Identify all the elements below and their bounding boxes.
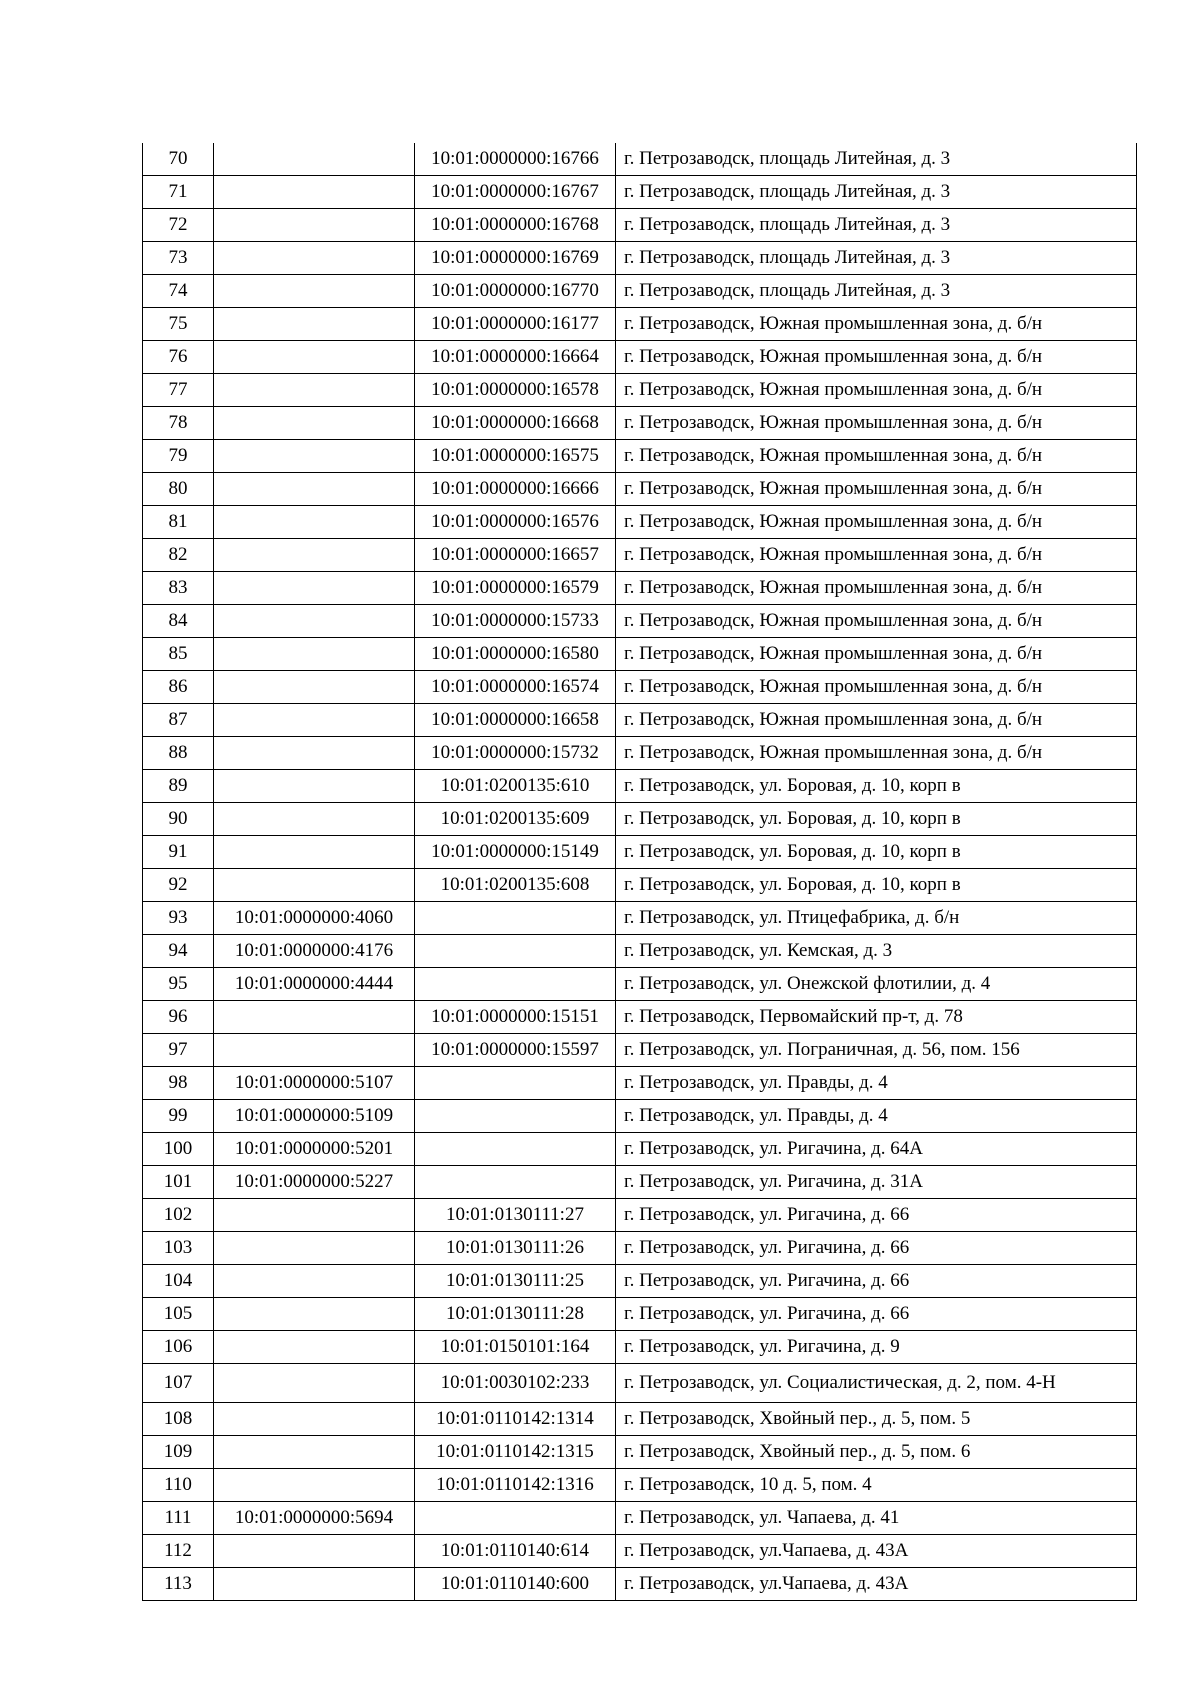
object-cadastral-number-cell: 10:01:0000000:16574	[415, 671, 616, 704]
land-cadastral-number-cell	[214, 1403, 415, 1436]
address-cell: г. Петрозаводск, ул. Ригачина, д. 66	[616, 1298, 1137, 1331]
object-cadastral-number-cell	[415, 902, 616, 935]
object-cadastral-number-cell: 10:01:0110140:614	[415, 1535, 616, 1568]
table-row	[143, 1265, 1137, 1298]
object-cadastral-number-cell: 10:01:0000000:16768	[415, 209, 616, 242]
table-row	[143, 1364, 1137, 1403]
table-row	[143, 1469, 1137, 1502]
table-row	[143, 704, 1137, 737]
land-cadastral-number-cell: 10:01:0000000:4176	[214, 935, 415, 968]
land-cadastral-number-cell	[214, 704, 415, 737]
land-cadastral-number-cell	[214, 1298, 415, 1331]
object-cadastral-number-cell: 10:01:0130111:28	[415, 1298, 616, 1331]
object-cadastral-number-cell: 10:01:0000000:16658	[415, 704, 616, 737]
address-cell: г. Петрозаводск, ул. Боровая, д. 10, корп в	[616, 770, 1137, 803]
address-cell: г. Петрозаводск, ул. Ригачина, д. 66	[616, 1232, 1137, 1265]
address-cell: г. Петрозаводск, Южная промышленная зона, д. б/н	[616, 473, 1137, 506]
row-number-cell: 71	[143, 176, 214, 209]
table-row	[143, 935, 1137, 968]
object-cadastral-number-cell: 10:01:0150101:164	[415, 1331, 616, 1364]
row-number-cell: 77	[143, 374, 214, 407]
land-cadastral-number-cell	[214, 341, 415, 374]
object-cadastral-number-cell: 10:01:0000000:16578	[415, 374, 616, 407]
land-cadastral-number-cell	[214, 143, 415, 176]
row-number-cell: 100	[143, 1133, 214, 1166]
object-cadastral-number-cell: 10:01:0200135:610	[415, 770, 616, 803]
table-row	[143, 1133, 1137, 1166]
land-cadastral-number-cell	[214, 539, 415, 572]
object-cadastral-number-cell: 10:01:0000000:15733	[415, 605, 616, 638]
row-number-cell: 90	[143, 803, 214, 836]
address-cell: г. Петрозаводск, ул. Боровая, д. 10, корп в	[616, 869, 1137, 902]
land-cadastral-number-cell	[214, 1199, 415, 1232]
object-cadastral-number-cell: 10:01:0130111:25	[415, 1265, 616, 1298]
row-number-cell: 102	[143, 1199, 214, 1232]
table-row	[143, 770, 1137, 803]
land-cadastral-number-cell	[214, 671, 415, 704]
table-row	[143, 1535, 1137, 1568]
land-cadastral-number-cell	[214, 506, 415, 539]
address-cell: г. Петрозаводск, ул. Чапаева, д. 41	[616, 1502, 1137, 1535]
address-cell: г. Петрозаводск, ул. Боровая, д. 10, корп в	[616, 803, 1137, 836]
land-cadastral-number-cell	[214, 605, 415, 638]
row-number-cell: 107	[143, 1364, 214, 1403]
object-cadastral-number-cell: 10:01:0000000:15597	[415, 1034, 616, 1067]
land-cadastral-number-cell: 10:01:0000000:5694	[214, 1502, 415, 1535]
address-cell: г. Петрозаводск, Южная промышленная зона, д. б/н	[616, 671, 1137, 704]
object-cadastral-number-cell: 10:01:0000000:16575	[415, 440, 616, 473]
row-number-cell: 110	[143, 1469, 214, 1502]
address-cell: г. Петрозаводск, ул. Птицефабрика, д. б/н	[616, 902, 1137, 935]
address-cell: г. Петрозаводск, Южная промышленная зона, д. б/н	[616, 506, 1137, 539]
object-cadastral-number-cell: 10:01:0200135:608	[415, 869, 616, 902]
object-cadastral-number-cell: 10:01:0000000:16580	[415, 638, 616, 671]
row-number-cell: 85	[143, 638, 214, 671]
row-number-cell: 112	[143, 1535, 214, 1568]
address-cell: г. Петрозаводск, площадь Литейная, д. 3	[616, 143, 1137, 176]
table-row	[143, 176, 1137, 209]
row-number-cell: 91	[143, 836, 214, 869]
address-cell: г. Петрозаводск, ул.Чапаева, д. 43А	[616, 1535, 1137, 1568]
address-cell: г. Петрозаводск, площадь Литейная, д. 3	[616, 176, 1137, 209]
address-cell: г. Петрозаводск, ул. Кемская, д. 3	[616, 935, 1137, 968]
object-cadastral-number-cell: 10:01:0130111:27	[415, 1199, 616, 1232]
table-row	[143, 539, 1137, 572]
row-number-cell: 96	[143, 1001, 214, 1034]
table-row	[143, 1034, 1137, 1067]
land-cadastral-number-cell	[214, 440, 415, 473]
row-number-cell: 99	[143, 1100, 214, 1133]
row-number-cell: 98	[143, 1067, 214, 1100]
table-row	[143, 1403, 1137, 1436]
table-row	[143, 1502, 1137, 1535]
row-number-cell: 113	[143, 1568, 214, 1601]
land-cadastral-number-cell	[214, 275, 415, 308]
table-row	[143, 473, 1137, 506]
land-cadastral-number-cell	[214, 1568, 415, 1601]
land-cadastral-number-cell	[214, 1364, 415, 1403]
table-row	[143, 968, 1137, 1001]
object-cadastral-number-cell: 10:01:0000000:16668	[415, 407, 616, 440]
object-cadastral-number-cell: 10:01:0000000:16767	[415, 176, 616, 209]
land-cadastral-number-cell	[214, 308, 415, 341]
object-cadastral-number-cell	[415, 1502, 616, 1535]
row-number-cell: 105	[143, 1298, 214, 1331]
address-cell: г. Петрозаводск, Южная промышленная зона, д. б/н	[616, 407, 1137, 440]
object-cadastral-number-cell: 10:01:0000000:15149	[415, 836, 616, 869]
object-cadastral-number-cell	[415, 1166, 616, 1199]
address-cell: г. Петрозаводск, Хвойный пер., д. 5, пом. 5	[616, 1403, 1137, 1436]
address-cell: г. Петрозаводск, Южная промышленная зона, д. б/н	[616, 341, 1137, 374]
address-cell: г. Петрозаводск, ул. Ригачина, д. 64А	[616, 1133, 1137, 1166]
row-number-cell: 93	[143, 902, 214, 935]
table-row	[143, 407, 1137, 440]
object-cadastral-number-cell: 10:01:0000000:16579	[415, 572, 616, 605]
table-row	[143, 1067, 1137, 1100]
row-number-cell: 103	[143, 1232, 214, 1265]
row-number-cell: 89	[143, 770, 214, 803]
row-number-cell: 108	[143, 1403, 214, 1436]
table-row	[143, 242, 1137, 275]
land-cadastral-number-cell	[214, 1535, 415, 1568]
address-cell: г. Петрозаводск, ул. Правды, д. 4	[616, 1100, 1137, 1133]
object-cadastral-number-cell: 10:01:0110142:1315	[415, 1436, 616, 1469]
table-row	[143, 1436, 1137, 1469]
address-cell: г. Петрозаводск, ул. Боровая, д. 10, корп в	[616, 836, 1137, 869]
land-cadastral-number-cell	[214, 572, 415, 605]
row-number-cell: 81	[143, 506, 214, 539]
land-cadastral-number-cell	[214, 1265, 415, 1298]
land-cadastral-number-cell	[214, 770, 415, 803]
row-number-cell: 86	[143, 671, 214, 704]
table-row	[143, 572, 1137, 605]
address-cell: г. Петрозаводск, ул.Чапаева, д. 43А	[616, 1568, 1137, 1601]
registry-table-body	[143, 143, 1137, 1601]
table-row	[143, 836, 1137, 869]
row-number-cell: 104	[143, 1265, 214, 1298]
table-row	[143, 737, 1137, 770]
address-cell: г. Петрозаводск, ул. Ригачина, д. 9	[616, 1331, 1137, 1364]
property-registry-table	[142, 143, 1137, 1601]
table-row	[143, 308, 1137, 341]
land-cadastral-number-cell: 10:01:0000000:4060	[214, 902, 415, 935]
row-number-cell: 75	[143, 308, 214, 341]
table-row	[143, 440, 1137, 473]
row-number-cell: 109	[143, 1436, 214, 1469]
object-cadastral-number-cell	[415, 968, 616, 1001]
land-cadastral-number-cell: 10:01:0000000:5201	[214, 1133, 415, 1166]
address-cell: г. Петрозаводск, площадь Литейная, д. 3	[616, 242, 1137, 275]
land-cadastral-number-cell: 10:01:0000000:4444	[214, 968, 415, 1001]
object-cadastral-number-cell: 10:01:0000000:16769	[415, 242, 616, 275]
table-row	[143, 1199, 1137, 1232]
address-cell: г. Петрозаводск, Южная промышленная зона, д. б/н	[616, 440, 1137, 473]
object-cadastral-number-cell: 10:01:0110142:1316	[415, 1469, 616, 1502]
table-row	[143, 638, 1137, 671]
table-row	[143, 902, 1137, 935]
row-number-cell: 83	[143, 572, 214, 605]
row-number-cell: 72	[143, 209, 214, 242]
row-number-cell: 92	[143, 869, 214, 902]
object-cadastral-number-cell	[415, 1133, 616, 1166]
address-cell: г. Петрозаводск, Южная промышленная зона, д. б/н	[616, 308, 1137, 341]
address-cell: г. Петрозаводск, 10 д. 5, пом. 4	[616, 1469, 1137, 1502]
land-cadastral-number-cell	[214, 737, 415, 770]
object-cadastral-number-cell: 10:01:0200135:609	[415, 803, 616, 836]
address-cell: г. Петрозаводск, Южная промышленная зона, д. б/н	[616, 572, 1137, 605]
land-cadastral-number-cell	[214, 1331, 415, 1364]
row-number-cell: 80	[143, 473, 214, 506]
address-cell: г. Петрозаводск, ул. Пограничная, д. 56, пом. 156	[616, 1034, 1137, 1067]
object-cadastral-number-cell	[415, 1067, 616, 1100]
object-cadastral-number-cell	[415, 1100, 616, 1133]
object-cadastral-number-cell: 10:01:0000000:16664	[415, 341, 616, 374]
table-row	[143, 341, 1137, 374]
row-number-cell: 87	[143, 704, 214, 737]
land-cadastral-number-cell	[214, 374, 415, 407]
table-row	[143, 1298, 1137, 1331]
land-cadastral-number-cell	[214, 803, 415, 836]
table-row	[143, 1568, 1137, 1601]
land-cadastral-number-cell	[214, 836, 415, 869]
land-cadastral-number-cell	[214, 176, 415, 209]
land-cadastral-number-cell	[214, 1001, 415, 1034]
land-cadastral-number-cell	[214, 473, 415, 506]
object-cadastral-number-cell: 10:01:0000000:15732	[415, 737, 616, 770]
land-cadastral-number-cell	[214, 1232, 415, 1265]
land-cadastral-number-cell	[214, 242, 415, 275]
table-row	[143, 803, 1137, 836]
land-cadastral-number-cell	[214, 869, 415, 902]
object-cadastral-number-cell: 10:01:0110140:600	[415, 1568, 616, 1601]
land-cadastral-number-cell: 10:01:0000000:5227	[214, 1166, 415, 1199]
row-number-cell: 97	[143, 1034, 214, 1067]
table-row	[143, 1166, 1137, 1199]
row-number-cell: 84	[143, 605, 214, 638]
row-number-cell: 70	[143, 143, 214, 176]
address-cell: г. Петрозаводск, Южная промышленная зона, д. б/н	[616, 638, 1137, 671]
address-cell: г. Петрозаводск, Южная промышленная зона, д. б/н	[616, 737, 1137, 770]
table-row	[143, 209, 1137, 242]
row-number-cell: 106	[143, 1331, 214, 1364]
table-row	[143, 1100, 1137, 1133]
address-cell: г. Петрозаводск, ул. Социалистическая, д. 2, пом. 4-Н	[616, 1364, 1137, 1403]
object-cadastral-number-cell: 10:01:0000000:16177	[415, 308, 616, 341]
address-cell: г. Петрозаводск, ул. Ригачина, д. 66	[616, 1265, 1137, 1298]
address-cell: г. Петрозаводск, Южная промышленная зона, д. б/н	[616, 374, 1137, 407]
table-row	[143, 1001, 1137, 1034]
object-cadastral-number-cell: 10:01:0000000:16666	[415, 473, 616, 506]
row-number-cell: 74	[143, 275, 214, 308]
table-row	[143, 143, 1137, 176]
table-row	[143, 374, 1137, 407]
address-cell: г. Петрозаводск, ул. Ригачина, д. 31А	[616, 1166, 1137, 1199]
object-cadastral-number-cell: 10:01:0000000:16657	[415, 539, 616, 572]
row-number-cell: 88	[143, 737, 214, 770]
address-cell: г. Петрозаводск, ул. Ригачина, д. 66	[616, 1199, 1137, 1232]
address-cell: г. Петрозаводск, Южная промышленная зона, д. б/н	[616, 704, 1137, 737]
object-cadastral-number-cell: 10:01:0000000:16770	[415, 275, 616, 308]
land-cadastral-number-cell: 10:01:0000000:5107	[214, 1067, 415, 1100]
land-cadastral-number-cell	[214, 1034, 415, 1067]
table-row	[143, 506, 1137, 539]
row-number-cell: 78	[143, 407, 214, 440]
address-cell: г. Петрозаводск, ул. Правды, д. 4	[616, 1067, 1137, 1100]
address-cell: г. Петрозаводск, Первомайский пр-т, д. 78	[616, 1001, 1137, 1034]
object-cadastral-number-cell: 10:01:0000000:16766	[415, 143, 616, 176]
row-number-cell: 82	[143, 539, 214, 572]
object-cadastral-number-cell: 10:01:0130111:26	[415, 1232, 616, 1265]
object-cadastral-number-cell	[415, 935, 616, 968]
address-cell: г. Петрозаводск, Южная промышленная зона, д. б/н	[616, 605, 1137, 638]
address-cell: г. Петрозаводск, Хвойный пер., д. 5, пом. 6	[616, 1436, 1137, 1469]
table-row	[143, 1232, 1137, 1265]
row-number-cell: 76	[143, 341, 214, 374]
land-cadastral-number-cell	[214, 209, 415, 242]
table-row	[143, 1331, 1137, 1364]
land-cadastral-number-cell	[214, 1469, 415, 1502]
row-number-cell: 95	[143, 968, 214, 1001]
land-cadastral-number-cell	[214, 1436, 415, 1469]
address-cell: г. Петрозаводск, ул. Онежской флотилии, д. 4	[616, 968, 1137, 1001]
row-number-cell: 73	[143, 242, 214, 275]
object-cadastral-number-cell: 10:01:0000000:15151	[415, 1001, 616, 1034]
row-number-cell: 94	[143, 935, 214, 968]
table-row	[143, 671, 1137, 704]
land-cadastral-number-cell	[214, 638, 415, 671]
land-cadastral-number-cell: 10:01:0000000:5109	[214, 1100, 415, 1133]
address-cell: г. Петрозаводск, Южная промышленная зона, д. б/н	[616, 539, 1137, 572]
row-number-cell: 101	[143, 1166, 214, 1199]
row-number-cell: 111	[143, 1502, 214, 1535]
object-cadastral-number-cell: 10:01:0000000:16576	[415, 506, 616, 539]
address-cell: г. Петрозаводск, площадь Литейная, д. 3	[616, 209, 1137, 242]
address-cell: г. Петрозаводск, площадь Литейная, д. 3	[616, 275, 1137, 308]
table-row	[143, 275, 1137, 308]
table-row	[143, 869, 1137, 902]
object-cadastral-number-cell: 10:01:0110142:1314	[415, 1403, 616, 1436]
table-row	[143, 605, 1137, 638]
object-cadastral-number-cell: 10:01:0030102:233	[415, 1364, 616, 1403]
row-number-cell: 79	[143, 440, 214, 473]
land-cadastral-number-cell	[214, 407, 415, 440]
